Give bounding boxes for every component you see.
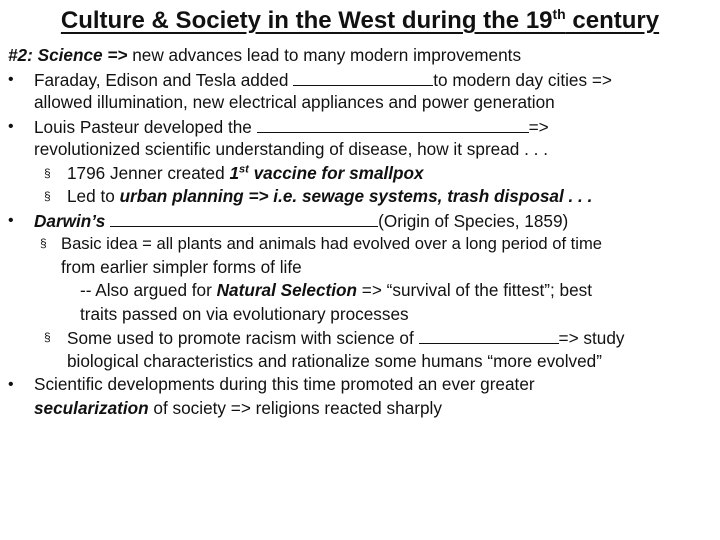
bullet-3-emph: Darwin’s xyxy=(34,210,111,231)
dash-item-text-cont: => “survival of the fittest”; best xyxy=(357,280,593,300)
bullet-dot: • xyxy=(8,117,14,135)
fill-in-blank-1 xyxy=(293,68,433,86)
sub-bullet-2-emph: urban planning => i.e. sewage systems, trash disposal . . . xyxy=(119,186,593,206)
bullet-3-line-1 xyxy=(0,209,720,233)
fill-in-blank-4 xyxy=(419,326,559,344)
sub-bullet-5-line-2 xyxy=(0,350,720,374)
bullet-4-line-1 xyxy=(0,373,720,397)
bullet-1-line-1 xyxy=(0,68,720,92)
bullet-1-text-cont: to modern day cities => xyxy=(433,69,612,90)
square-bullet: § xyxy=(44,330,51,344)
square-bullet: § xyxy=(40,236,47,250)
bullet-1-text-wrap: allowed illumination, new electrical appliances and power generation xyxy=(34,92,555,112)
bullet-1-text: Faraday, Edison and Tesla added xyxy=(34,69,294,90)
bullet-2-line-1 xyxy=(0,115,720,139)
bullet-4-text-cont: of society => religions reacted sharply xyxy=(148,397,442,418)
sub-bullet-3-text-wrap: from earlier simpler forms of life xyxy=(61,256,302,277)
dash-item-line-1 xyxy=(0,279,720,303)
dash-item-emph: Natural Selection xyxy=(216,280,358,300)
subtitle-text: new advances lead to many modern improvements xyxy=(132,45,522,65)
slide-body xyxy=(0,44,720,420)
fill-in-blank-3 xyxy=(110,209,378,227)
fill-in-blank-2 xyxy=(257,115,529,133)
dash-item-text: -- Also argued for xyxy=(80,280,217,300)
slide-title: Culture & Society in the West during the 19th century xyxy=(60,6,660,34)
bullet-3-text: (Origin of Species, 1859) xyxy=(378,210,569,231)
bullet-dot: • xyxy=(8,211,14,229)
bullet-dot: • xyxy=(8,376,14,393)
sub-bullet-5-text-wrap: biological characteristics and rationalize some humans “more evolved” xyxy=(67,350,602,371)
square-bullet: § xyxy=(44,189,51,203)
bullet-2-line-2 xyxy=(0,138,720,162)
dash-item-text-wrap: traits passed on via evolutionary processes xyxy=(80,303,409,324)
bullet-dot: • xyxy=(8,70,14,88)
bullet-4-emph: secularization xyxy=(34,397,149,418)
square-bullet: § xyxy=(44,165,51,180)
bullet-2-text: Louis Pasteur developed the xyxy=(34,116,257,137)
sub-bullet-5-line-1 xyxy=(0,326,720,350)
sub-bullet-2-text: Led to xyxy=(67,186,120,206)
sub-bullet-2 xyxy=(0,185,720,209)
sub-bullet-1 xyxy=(0,162,720,186)
sub-bullet-3-line-1 xyxy=(0,232,720,256)
sub-bullet-3-text: Basic idea = all plants and animals had evolved over a long period of time xyxy=(61,234,603,253)
sub-bullet-1-text: 1796 Jenner created xyxy=(67,162,230,183)
sub-bullet-5-text-cont: => study xyxy=(558,328,625,348)
sub-bullet-3-line-2 xyxy=(0,256,720,280)
bullet-1-line-2 xyxy=(0,91,720,115)
subtitle-line xyxy=(0,44,720,68)
dash-item-line-2 xyxy=(0,303,720,327)
bullet-4-line-2 xyxy=(0,397,720,421)
bullet-2-text-wrap: revolutionized scientific understanding of disease, how it spread . . . xyxy=(34,139,549,159)
bullet-2-text-cont: => xyxy=(528,116,549,137)
sub-bullet-1-emph: 1st vaccine for smallpox xyxy=(229,162,424,183)
sub-bullet-5-text: Some used to promote racism with science of xyxy=(67,328,419,348)
subtitle-heading: #2: Science => xyxy=(8,45,133,65)
bullet-4-text: Scientific developments during this time promoted an ever greater xyxy=(34,374,535,394)
